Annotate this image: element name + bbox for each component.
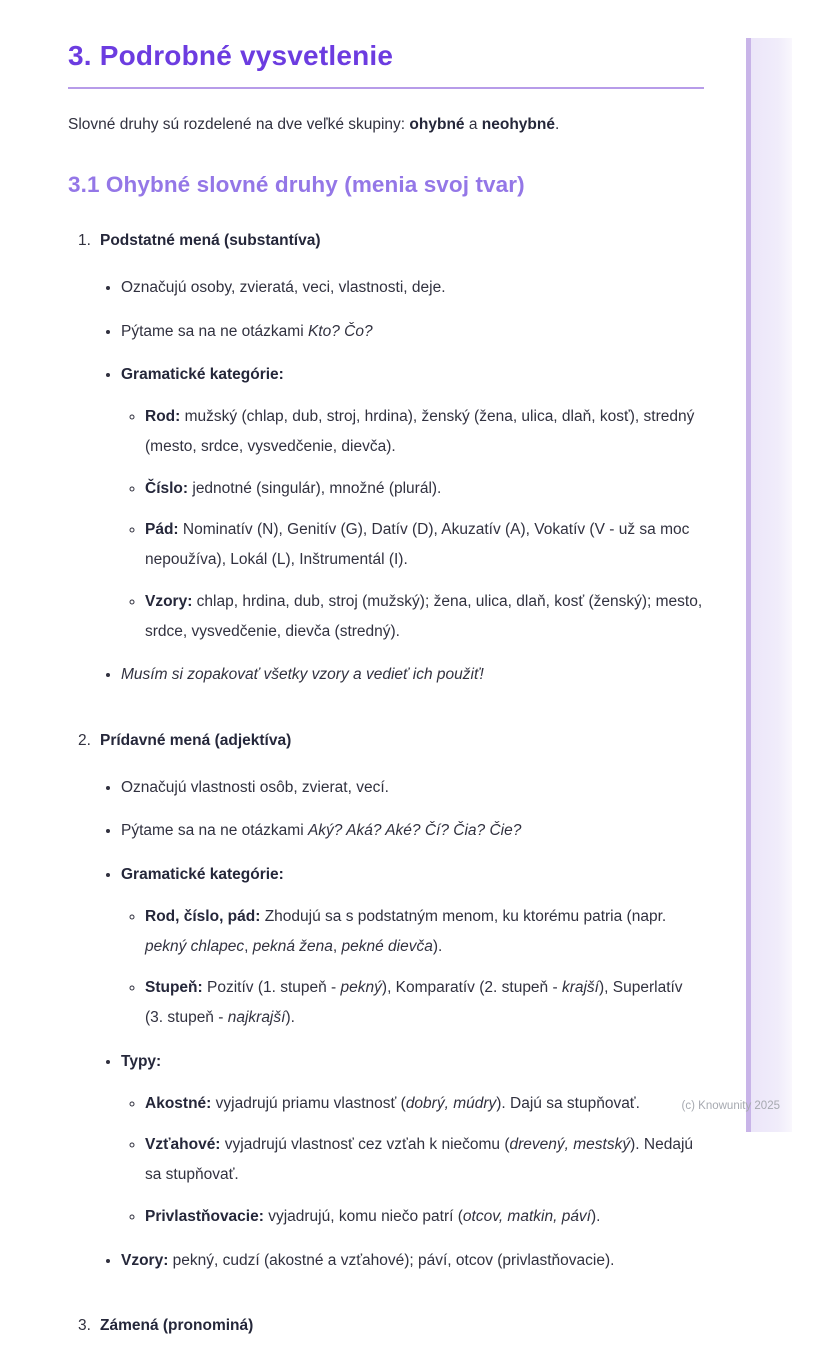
italic-text-run: pekný — [340, 979, 382, 997]
bold-text-run: Gramatické kategórie: — [121, 866, 284, 884]
list-item-number: 2. — [78, 732, 91, 750]
list-item-title: Podstatné mená (substantíva) — [100, 232, 321, 250]
list-item-number: 3. — [78, 1317, 91, 1335]
italic-text-run: pekné dievča — [341, 937, 433, 955]
text-run: vyjadrujú priamu vlastnosť ( — [211, 1094, 406, 1112]
text-run: Označujú osoby, zvieratá, veci, vlastnosti, deje. — [121, 278, 446, 296]
italic-text-run: Musím si zopakovať všetky vzory a vedieť ich použiť! — [121, 666, 484, 684]
text-run: ). — [285, 1009, 295, 1027]
bold-text-run: Vzory: — [121, 1251, 169, 1269]
sub-bullet-item — [145, 474, 704, 504]
sub-bullet-list — [121, 402, 704, 646]
bullet-item — [121, 1246, 704, 1276]
text-run: , — [244, 937, 253, 955]
list-item-body — [100, 1313, 704, 1339]
page-title: 3. Podrobné vysvetlenie — [68, 40, 394, 71]
text-run: Nominatív (N), Genitív (G), Datív (D), Akuzatív (A), Vokatív (V - už sa moc nepoužíva), Lokál (L), Inštrumentál (I). — [145, 521, 690, 569]
text-run: ). Dajú sa stupňovať. — [496, 1094, 640, 1112]
sub-bullet-item — [145, 587, 704, 647]
text-run: vyjadrujú vlastnosť cez vzťah k niečomu ( — [220, 1136, 510, 1154]
text-run: ), Superlatív (3. stupeň - — [145, 979, 683, 1027]
section-title: 3.1 Ohybné slovné druhy (menia svoj tvar) — [68, 172, 525, 198]
sub-bullet-item — [145, 1202, 704, 1232]
sub-bullet-item — [145, 973, 704, 1033]
sub-bullet-item — [145, 902, 704, 962]
italic-text-run: drevený, mestský — [509, 1136, 631, 1154]
text-run: . — [554, 116, 560, 133]
text-run: ). — [591, 1207, 601, 1225]
bullet-item — [121, 273, 704, 303]
sub-bullet-list — [121, 1089, 704, 1232]
text-run: ), Komparatív (2. stupeň - — [381, 979, 562, 997]
text-run: a — [464, 116, 482, 133]
bullet-item — [121, 860, 704, 1033]
text-run: Pozitív (1. stupeň - — [202, 979, 341, 997]
numbered-list-item — [68, 1313, 704, 1339]
list-item-number: 1. — [78, 232, 91, 250]
text-run: ). Nedajú sa stupňovať. — [145, 1136, 694, 1184]
sub-bullet-item — [145, 402, 704, 462]
bold-text-run: Pád: — [145, 521, 179, 539]
italic-text-run: pekný chlapec — [145, 937, 245, 955]
text-run: Slovné druhy sú rozdelené na dve veľké skupiny: — [68, 116, 410, 133]
text-run: vyjadrujú, komu niečo patrí ( — [263, 1207, 463, 1225]
sub-bullet-item — [145, 1130, 704, 1190]
list-item-title: Zámená (pronominá) — [100, 1317, 254, 1335]
copyright-note: (c) Knowunity 2025 — [681, 1100, 780, 1112]
bullet-list — [100, 273, 704, 690]
italic-text-run: pekná žena — [252, 937, 333, 955]
bullet-item — [121, 360, 704, 646]
bullet-item — [121, 773, 704, 803]
text-run: Pýtame sa na ne otázkami — [121, 322, 308, 340]
bullet-item — [121, 816, 704, 846]
list-item-body — [100, 728, 704, 1289]
intro-paragraph — [68, 113, 704, 136]
italic-text-run: Aký? Aká? Aké? Čí? Čia? Čie? — [307, 822, 522, 840]
numbered-list-item — [68, 728, 704, 1289]
sub-bullet-list — [121, 902, 704, 1033]
bold-text-run: Privlastňovacie: — [145, 1207, 264, 1225]
text-run: , — [332, 937, 342, 955]
bullet-list — [100, 773, 704, 1276]
bold-text-run: Rod, číslo, pád: — [145, 907, 261, 925]
italic-text-run: otcov, matkin, páví — [462, 1207, 591, 1225]
italic-text-run: krajší — [561, 979, 599, 997]
bold-text-run: Typy: — [121, 1052, 162, 1070]
bold-text-run: Stupeň: — [145, 979, 203, 997]
bold-text-run: Vzťahové: — [145, 1136, 221, 1154]
bold-text-run: neohybné — [481, 116, 555, 133]
title-divider — [68, 87, 704, 89]
bold-text-run: Číslo: — [145, 479, 189, 497]
text-run: Označujú vlastnosti osôb, zvierat, vecí. — [121, 778, 389, 796]
italic-text-run: dobrý, múdry — [405, 1094, 497, 1112]
bold-text-run: Akostné: — [145, 1094, 212, 1112]
bold-text-run: Gramatické kategórie: — [121, 366, 284, 384]
bold-text-run: ohybné — [409, 116, 465, 133]
bullet-item — [121, 317, 704, 347]
topics-list — [68, 228, 704, 1339]
text-run: chlap, hrdina, dub, stroj (mužský); žena, ulica, dlaň, kosť (ženský); mesto, srdce, vysvedčenie, dievča (stredný). — [145, 592, 703, 640]
italic-text-run: Kto? Čo? — [307, 322, 373, 340]
text-run: pekný, cudzí (akostné a vzťahové); páví, otcov (privlastňovacie). — [168, 1251, 615, 1269]
text-run: mužský (chlap, dub, stroj, hrdina), ženský (žena, ulica, dlaň, kosť), stredný (mesto, srdce, vysvedčenie, dievča). — [145, 408, 695, 455]
bullet-item — [121, 1047, 704, 1232]
italic-text-run: najkrajší — [227, 1009, 286, 1027]
list-item-body — [100, 228, 704, 704]
bold-text-run: Rod: — [145, 408, 181, 426]
numbered-list-item — [68, 228, 704, 704]
bullet-item — [121, 660, 704, 690]
document-content — [68, 40, 704, 1363]
text-run: Zhodujú sa s podstatným menom, ku ktorému patria (napr. — [260, 907, 667, 925]
sub-bullet-item — [145, 1089, 704, 1119]
text-run: Pýtame sa na ne otázkami — [121, 822, 308, 840]
list-item-title: Prídavné mená (adjektíva) — [100, 732, 292, 750]
decorative-side-stripe — [746, 38, 792, 1132]
text-run: jednotné (singulár), množné (plurál). — [188, 479, 442, 497]
bold-text-run: Vzory: — [145, 592, 193, 610]
sub-bullet-item — [145, 515, 704, 575]
text-run: ). — [432, 937, 443, 955]
